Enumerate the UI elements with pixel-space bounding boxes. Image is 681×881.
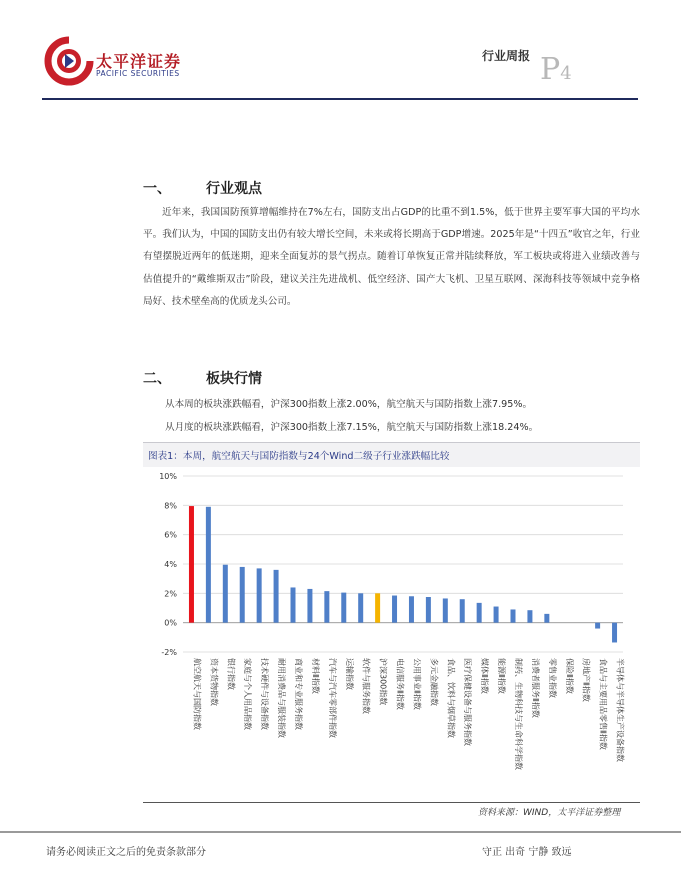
x-tick-label: 能源Ⅱ指数 [497, 658, 507, 694]
x-tick-label: 航空航天与国防指数 [192, 658, 202, 730]
section2-heading [143, 368, 262, 388]
y-tick-label: 8% [164, 501, 177, 511]
y-tick-label: -2% [161, 648, 177, 657]
x-tick-label: 制药、生物科技与生命科学指数 [514, 658, 523, 770]
x-tick-label: 银行指数 [226, 658, 236, 690]
x-tick-label: 材料Ⅱ指数 [310, 658, 320, 694]
report-type: 行业周报 [482, 49, 531, 63]
x-tick-label: 媒体Ⅱ指数 [480, 658, 490, 694]
x-tick-label: 食品与主要用品零售Ⅱ指数 [598, 658, 608, 750]
figure-title-bar [143, 442, 640, 467]
bar [189, 506, 194, 623]
bar [392, 596, 397, 623]
bar [612, 623, 617, 643]
y-tick-label: 0% [164, 618, 177, 628]
bar [477, 603, 482, 623]
figure-bottom-rule [143, 802, 640, 803]
x-tick-label: 保险Ⅱ指数 [564, 658, 574, 694]
section1-body: 近年来，我国国防预算增幅维持在7%左右，国防支出占GDP的比重不到1.5%，低于世界主要军事大国的平均水平。我们认为，中国的国防支出仍有较大增长空间，未来或将长期高于GDP增速。2025年是“十四五”收官之年，行业有望摆脱近两年的低迷期，迎来全面复苏的景气拐点。随着订单恢复正常并陆续释放，军工板块或将进入业绩改善与估值提升的“戴维斯双击”阶段，建议关注先进战机、低空经济、国产大飞机、卫星互联网、深海科技等领域中竞争格局好、技术壁垒高的优质龙头公司。 [143, 207, 640, 307]
section1-title: 行业观点 [206, 181, 262, 197]
weekly-change-text: 从本周的板块涨跌幅看，沪深300指数上涨2.00%，航空航天与国防指数上涨7.95%。 [165, 399, 533, 410]
brand-name-en: PACIFIC SECURITIES [96, 69, 180, 78]
bar [223, 565, 228, 623]
y-tick-label: 6% [164, 530, 177, 540]
x-tick-label: 房地产Ⅱ指数 [581, 658, 591, 702]
section1-number: 一、 [143, 181, 171, 197]
x-tick-label: 商业和专业服务指数 [294, 658, 303, 730]
x-tick-label: 汽车与汽车零部件指数 [327, 658, 337, 738]
bar [595, 623, 600, 629]
bar [307, 589, 312, 623]
bar [443, 598, 448, 622]
x-tick-label: 软件与服务指数 [361, 658, 371, 714]
brand-name-cn: 太平洋证券 [96, 52, 182, 71]
x-tick-label: 运输指数 [344, 658, 354, 690]
y-tick-label: 4% [164, 560, 177, 569]
page-number-value: 4 [560, 63, 572, 84]
sector-change-bar-chart [143, 468, 640, 800]
x-tick-label: 零售业指数 [547, 658, 557, 698]
section2-number: 二、 [143, 371, 171, 387]
page-prefix: P [540, 52, 561, 87]
bar [291, 587, 296, 622]
x-tick-label: 消费者服务Ⅱ指数 [530, 658, 540, 718]
header-rule [42, 98, 638, 100]
bar [460, 599, 465, 622]
x-tick-label: 沪深300指数 [378, 658, 388, 706]
monthly-change-text: 从月度的板块涨跌幅看，沪深300指数上涨7.15%，航空航天与国防指数上涨18.24%。 [165, 422, 539, 433]
footer-motto: 守正 出奇 宁静 致远 [482, 847, 572, 858]
bar [324, 591, 329, 623]
figure-title: 图表1：本周，航空航天与国防指数与24个Wind二级子行业涨跌幅比较 [148, 451, 450, 462]
section2-title: 板块行情 [206, 371, 262, 387]
x-tick-label: 医疗保健设备与服务指数 [463, 658, 473, 746]
bar [257, 568, 262, 622]
bar [240, 567, 245, 623]
bar [206, 507, 211, 623]
bar [527, 610, 532, 622]
x-tick-label: 技术硬件与设备指数 [260, 658, 270, 730]
x-tick-label: 电信服务Ⅱ指数 [395, 658, 405, 710]
bar [426, 597, 431, 623]
section1-heading [143, 178, 262, 198]
footer-disclaimer: 请务必阅读正文之后的免责条款部分 [46, 847, 206, 858]
page-number [540, 52, 572, 87]
bar [511, 609, 516, 622]
bar [494, 607, 499, 623]
pacific-securities-logo-icon [44, 36, 94, 86]
y-tick-label: 10% [159, 472, 177, 481]
bar [544, 614, 549, 623]
figure-source: 资料来源：WIND，太平洋证券整理 [478, 808, 621, 818]
x-tick-label: 资本货物指数 [209, 658, 219, 706]
bar [274, 570, 279, 623]
x-tick-label: 多元金融指数 [429, 658, 439, 706]
bar [375, 593, 380, 622]
x-tick-label: 家庭与个人用品指数 [243, 658, 253, 730]
x-tick-label: 公用事业Ⅱ指数 [412, 658, 422, 710]
x-tick-label: 耐用消费品与服装指数 [277, 658, 287, 738]
bar [409, 596, 414, 622]
bar [341, 593, 346, 623]
footer-rule [0, 831, 681, 833]
x-tick-label: 半导体与半导体生产设备指数 [615, 658, 625, 762]
x-tick-label: 食品、饮料与烟草指数 [446, 658, 456, 738]
bar [358, 593, 363, 622]
y-tick-label: 2% [164, 589, 177, 599]
